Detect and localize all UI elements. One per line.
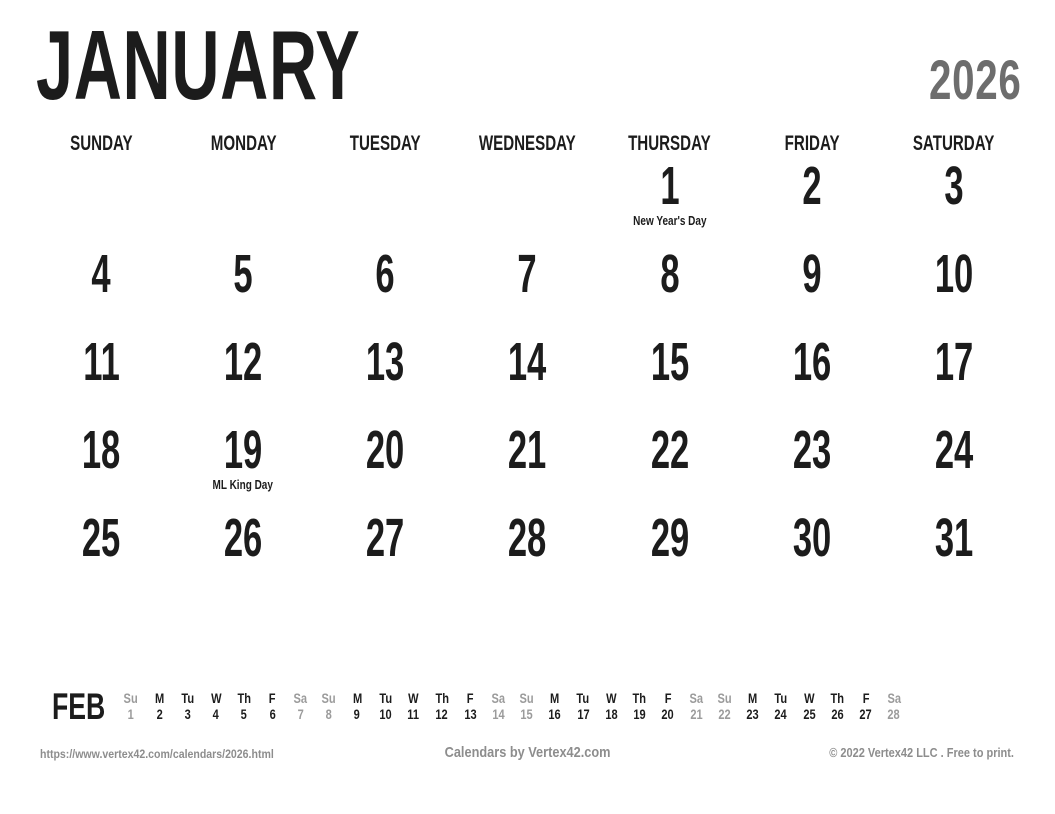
mini-dow-text: Th [830,691,845,706]
mini-calendar-day [597,691,625,725]
day-cell [741,332,883,420]
mini-calendar-day [767,691,795,725]
mini-calendar-day [400,691,428,725]
day-number-text: 15 [650,332,689,392]
mini-date-text: 27 [859,707,872,722]
mini-dow-text: W [606,691,617,706]
mini-calendar-columns [117,691,908,725]
day-number-text: 7 [517,244,538,304]
mini-calendar-day [343,691,371,725]
mini-date-text: 20 [661,707,675,722]
day-number-text: 28 [508,508,547,568]
mini-calendar-day [258,691,286,725]
mini-date-label [626,706,654,723]
day-cell [741,420,883,508]
mini-date-text: 3 [184,707,191,722]
weekday-header [599,133,741,155]
weekday-header-row [30,133,1025,155]
mini-calendar-day [287,691,315,725]
day-cell [456,420,598,508]
day-number-text: 21 [508,420,547,480]
footer-credit-text: Calendars by Vertex42.com [444,744,611,761]
mini-dow-label [880,691,908,706]
day-cell [456,508,598,596]
day-number-text: 26 [223,508,263,568]
day-cell [172,244,314,332]
day-number [741,508,883,568]
weekday-header-label: SATURDAY [913,132,995,155]
mini-dow-text: Th [435,691,449,706]
day-number [883,244,1025,304]
mini-dow-label [852,691,880,706]
day-number [314,420,456,480]
day-number [883,420,1025,480]
mini-date-label [710,706,738,723]
day-number-text: 22 [650,420,689,480]
day-number [599,244,741,304]
mini-date-label [400,706,428,723]
mini-dow-label [117,691,145,706]
mini-dow-label [258,691,286,706]
day-number [172,332,314,392]
mini-dow-text: Sa [491,691,506,706]
day-number [30,332,172,392]
day-number [456,332,598,392]
mini-date-label [145,706,173,723]
mini-calendar-day [315,691,343,725]
day-cell [456,244,598,332]
day-cell [314,332,456,420]
day-cell [883,244,1025,332]
mini-date-text: 5 [241,707,248,722]
mini-dow-text: Su [124,691,139,706]
weekday-header-label: FRIDAY [784,132,840,155]
weekday-header-label: THURSDAY [628,132,711,155]
mini-date-text: 7 [297,707,304,722]
mini-calendar-day [230,691,258,725]
mini-dow-label [823,691,851,706]
empty-day-cell [314,156,456,244]
mini-dow-text: W [408,691,419,706]
mini-date-label [795,706,823,723]
day-number [599,156,741,216]
weekday-header [30,133,172,155]
month-title: JANUARY [36,10,361,120]
mini-date-label [541,706,569,723]
mini-calendar-day [880,691,908,725]
mini-dow-label [315,691,343,706]
mini-date-label [287,706,315,723]
day-number-text: 31 [934,508,974,568]
day-number-text: 4 [91,244,111,304]
day-number [30,508,172,568]
mini-date-text: 13 [463,707,477,722]
mini-dow-text: Sa [689,691,703,706]
weekday-header [883,133,1025,155]
day-cell [599,244,741,332]
day-number [883,332,1025,392]
holiday-label [172,479,314,492]
empty-day-cell [30,156,172,244]
mini-date-text: 19 [633,707,646,722]
day-number [741,244,883,304]
mini-dow-text: Su [321,691,336,706]
mini-dow-label [682,691,710,706]
mini-dow-text: Su [519,691,534,706]
mini-date-label [852,706,880,723]
day-cell [883,420,1025,508]
mini-date-label [823,706,851,723]
day-number [599,508,741,568]
mini-dow-text: Sa [887,691,901,706]
mini-date-label [682,706,710,723]
mini-dow-text: Th [632,691,647,706]
day-number-text: 17 [934,332,974,392]
mini-date-text: 12 [435,707,449,722]
mini-dow-label [145,691,173,706]
mini-date-label [880,706,908,723]
day-number [172,420,314,480]
day-number [456,508,598,568]
weekday-header [314,133,456,155]
weekday-header-label: WEDNESDAY [479,132,576,155]
mini-date-text: 14 [492,707,505,722]
day-number-text: 14 [508,332,547,392]
mini-calendar-day [852,691,880,725]
mini-date-text: 4 [212,707,219,722]
mini-calendar-day [682,691,710,725]
mini-dow-text: Tu [774,691,788,706]
mini-date-text: 6 [269,707,276,722]
day-number [741,420,883,480]
day-number [599,420,741,480]
mini-dow-text: F [664,691,672,706]
day-number-text: 23 [792,420,831,480]
mini-dow-text: Tu [181,691,194,706]
day-number-text: 19 [223,420,263,480]
day-number [883,508,1025,568]
mini-date-text: 16 [548,707,562,722]
day-number-text: 11 [82,332,120,392]
mini-date-text: 24 [774,707,788,722]
mini-calendar-day [371,691,399,725]
day-number [883,156,1025,216]
day-number [30,420,172,480]
day-cell [741,508,883,596]
empty-day-cell [456,156,598,244]
day-cell [741,156,883,244]
mini-dow-label [484,691,512,706]
mini-dow-text: M [748,691,758,706]
mini-date-text: 26 [831,707,844,722]
day-number-text: 6 [375,244,395,304]
day-number-text: 12 [223,332,263,392]
mini-date-text: 10 [379,707,392,722]
day-number-text: 9 [802,244,822,304]
mini-calendar-day [823,691,851,725]
mini-date-label [174,706,202,723]
day-number-text: 20 [366,420,405,480]
day-number-text: 1 [660,156,680,216]
day-number-text: 25 [81,508,121,568]
mini-dow-text: Tu [379,691,392,706]
weekday-header [741,133,883,155]
mini-date-text: 25 [802,707,816,722]
mini-dow-label [456,691,484,706]
mini-date-label [456,706,484,723]
mini-dow-label [513,691,541,706]
mini-calendar-day [145,691,173,725]
mini-calendar-day [513,691,541,725]
mini-date-label [597,706,625,723]
day-cell [30,244,172,332]
mini-dow-label [654,691,682,706]
mini-date-label [315,706,343,723]
day-cell [314,508,456,596]
mini-dow-label [739,691,767,706]
day-number [314,508,456,568]
mini-date-label [569,706,597,723]
day-number-text: 27 [366,508,405,568]
mini-date-text: 15 [520,707,533,722]
mini-calendar-day [456,691,484,725]
mini-date-label [739,706,767,723]
mini-date-text: 1 [128,707,135,722]
mini-dow-text: W [210,691,222,706]
day-number [456,420,598,480]
mini-date-label [371,706,399,723]
day-cell [456,332,598,420]
day-number [741,156,883,216]
day-cell [314,244,456,332]
day-number [314,332,456,392]
mini-calendar-day [541,691,569,725]
mini-dow-label [569,691,597,706]
mini-date-label [258,706,286,723]
mini-date-label [117,706,145,723]
mini-date-text: 22 [718,707,731,722]
mini-date-text: 28 [887,707,901,722]
day-cell [172,420,314,508]
footer-copyright: © 2022 Vertex42 LLC . Free to print. [829,746,1014,760]
day-cell [30,420,172,508]
mini-date-label [513,706,541,723]
mini-date-text: 17 [576,707,590,722]
footer-url: https://www.vertex42.com/calendars/2026.html [40,747,274,761]
mini-calendar-day [569,691,597,725]
mini-date-text: 23 [746,707,759,722]
mini-calendar-day [202,691,230,725]
mini-dow-label [371,691,399,706]
day-number-text: 16 [792,332,831,392]
mini-dow-label [400,691,428,706]
day-cell [883,508,1025,596]
day-number [456,244,598,304]
day-number [172,244,314,304]
mini-calendar-day [117,691,145,725]
mini-dow-text: Tu [576,691,590,706]
day-number-text: 13 [366,332,405,392]
day-number-text: 18 [81,420,121,480]
mini-dow-text: Su [717,691,732,706]
mini-dow-label [767,691,795,706]
mini-date-label [428,706,456,723]
mini-dow-text: M [352,691,362,706]
weekday-header-label: SUNDAY [69,132,133,155]
mini-dow-label [428,691,456,706]
mini-calendar-day [428,691,456,725]
day-number-text: 8 [660,244,680,304]
mini-date-label [343,706,371,723]
mini-calendar-day [710,691,738,725]
day-number [741,332,883,392]
holiday-label [599,215,741,228]
weekday-header [456,133,598,155]
day-number-text: 29 [650,508,689,568]
mini-dow-text: F [466,691,474,706]
day-number-text: 10 [934,244,974,304]
mini-calendar-day [739,691,767,725]
mini-date-label [230,706,258,723]
day-number [314,244,456,304]
mini-date-text: 21 [689,707,703,722]
weekday-header-label: MONDAY [210,132,277,155]
holiday-label-text: ML King Day [213,478,274,492]
day-number-text: 24 [934,420,974,480]
mini-dow-label [174,691,202,706]
day-number [599,332,741,392]
day-cell [883,332,1025,420]
mini-dow-label [287,691,315,706]
day-number-text: 5 [233,244,253,304]
mini-date-label [654,706,682,723]
day-number-text: 30 [792,508,831,568]
mini-dow-label [541,691,569,706]
day-cell [172,332,314,420]
day-cell [599,156,741,244]
mini-calendar-day [626,691,654,725]
mini-dow-label [710,691,738,706]
mini-date-text: 8 [325,707,332,722]
mini-dow-text: F [268,691,276,706]
empty-day-cell [172,156,314,244]
mini-date-label [202,706,230,723]
mini-dow-text: Th [237,691,251,706]
year-label: 2026 [929,48,1022,111]
mini-dow-text: M [550,691,560,706]
mini-date-label [484,706,512,723]
day-cell [599,420,741,508]
day-cell [30,508,172,596]
mini-dow-label [343,691,371,706]
mini-date-text: 11 [407,707,420,722]
day-cell [741,244,883,332]
mini-date-text: 9 [354,707,361,722]
calendar-grid [30,156,1025,596]
holiday-label-text: New Year's Day [632,214,707,228]
day-cell [314,420,456,508]
mini-month-label: FEB [52,686,106,727]
mini-calendar-day [795,691,823,725]
weekday-header [172,133,314,155]
day-number [30,244,172,304]
day-cell [30,332,172,420]
day-cell [883,156,1025,244]
mini-dow-text: Sa [293,691,308,706]
day-number [172,508,314,568]
mini-date-text: 18 [605,707,618,722]
day-number-text: 2 [802,156,822,216]
mini-dow-text: F [862,691,870,706]
day-cell [172,508,314,596]
mini-calendar-day [174,691,202,725]
weekday-header-label: TUESDAY [349,132,421,155]
mini-calendar-day [484,691,512,725]
mini-dow-text: M [154,691,164,706]
day-cell [599,508,741,596]
day-cell [599,332,741,420]
mini-dow-label [597,691,625,706]
day-number-text: 3 [944,156,964,216]
mini-dow-label [230,691,258,706]
mini-dow-label [202,691,230,706]
mini-date-label [767,706,795,723]
mini-dow-label [626,691,654,706]
mini-calendar-day [654,691,682,725]
mini-dow-label [795,691,823,706]
mini-date-text: 2 [156,707,163,722]
mini-dow-text: W [803,691,815,706]
